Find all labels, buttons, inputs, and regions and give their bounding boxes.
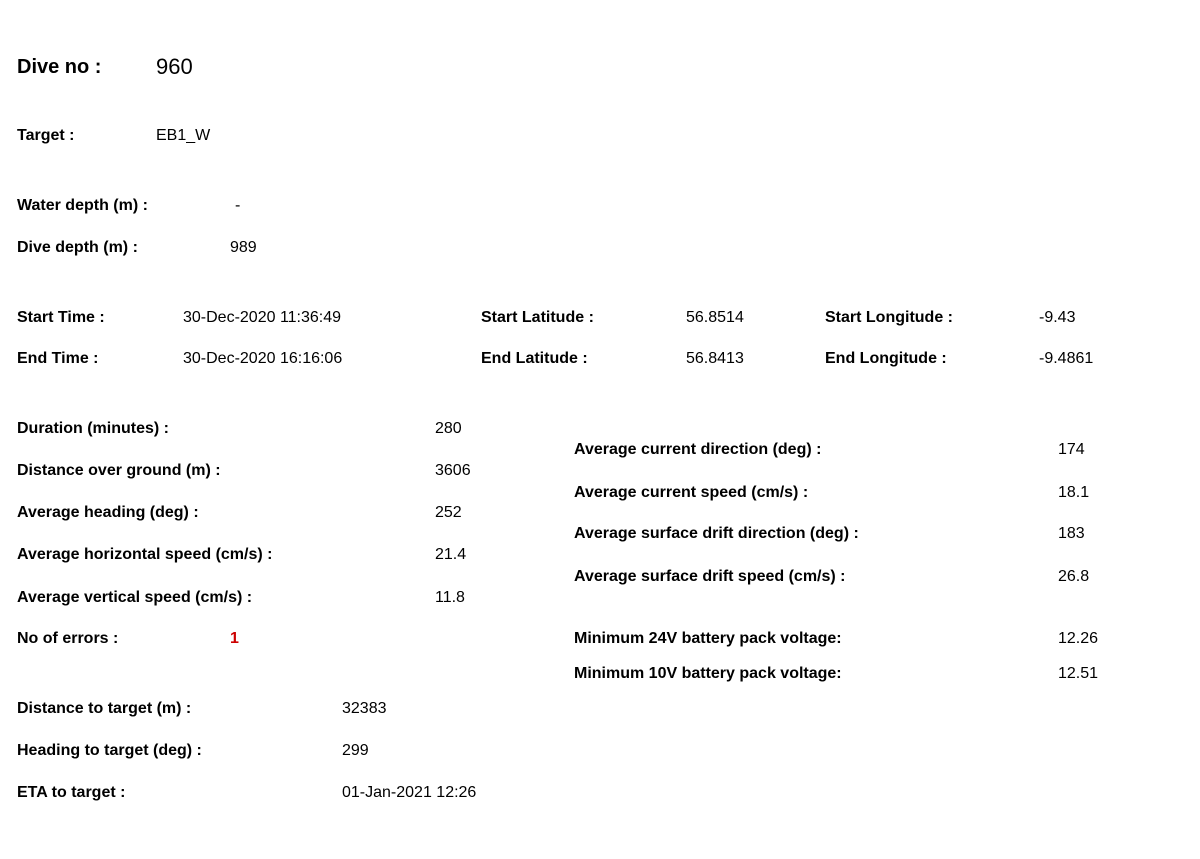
stat-value: 183 xyxy=(1058,525,1085,542)
errors-value: 1 xyxy=(230,630,239,647)
target-label: Target : xyxy=(17,127,75,144)
start-latitude-value: 56.8514 xyxy=(686,309,744,326)
stat-label: Average horizontal speed (cm/s) : xyxy=(17,546,273,563)
target-info-value: 01-Jan-2021 12:26 xyxy=(342,784,477,801)
stat-label: Average current speed (cm/s) : xyxy=(574,484,809,501)
end-latitude-value: 56.8413 xyxy=(686,350,744,367)
stat-value: 3606 xyxy=(435,462,471,479)
stat-label: Average current direction (deg) : xyxy=(574,441,822,458)
end-time-value: 30-Dec-2020 16:16:06 xyxy=(183,350,343,367)
stat-value: 26.8 xyxy=(1058,568,1090,585)
stat-label: Distance over ground (m) : xyxy=(17,462,221,479)
target-info-label: ETA to target : xyxy=(17,784,126,801)
start-longitude-value: -9.43 xyxy=(1039,309,1076,326)
dive-depth-value: 989 xyxy=(230,239,257,256)
water-depth-value: - xyxy=(235,197,241,214)
errors-label: No of errors : xyxy=(17,630,119,647)
end-latitude-label: End Latitude : xyxy=(481,350,588,367)
battery-value: 12.51 xyxy=(1058,665,1099,682)
stat-value: 21.4 xyxy=(435,546,467,563)
stat-label: Average surface drift direction (deg) : xyxy=(574,525,859,542)
target-value: EB1_W xyxy=(156,127,211,144)
battery-label: Minimum 10V battery pack voltage: xyxy=(574,665,842,682)
battery-value: 12.26 xyxy=(1058,630,1099,647)
stat-label: Duration (minutes) : xyxy=(17,420,169,437)
stat-value: 280 xyxy=(435,420,462,437)
battery-label: Minimum 24V battery pack voltage: xyxy=(574,630,842,647)
stat-value: 252 xyxy=(435,504,462,521)
target-info-value: 299 xyxy=(342,742,369,759)
start-time-label: Start Time : xyxy=(17,309,105,326)
target-info-label: Distance to target (m) : xyxy=(17,700,192,717)
dive-number-value: 960 xyxy=(156,54,193,79)
end-longitude-value: -9.4861 xyxy=(1039,350,1094,367)
stat-value: 11.8 xyxy=(435,589,465,606)
target-info-label: Heading to target (deg) : xyxy=(17,742,202,759)
stat-label: Average vertical speed (cm/s) : xyxy=(17,589,253,606)
start-time-value: 30-Dec-2020 11:36:49 xyxy=(183,309,342,326)
dive-depth-label: Dive depth (m) : xyxy=(17,239,138,256)
stat-label: Average heading (deg) : xyxy=(17,504,199,521)
target-info-value: 32383 xyxy=(342,700,387,717)
start-longitude-label: Start Longitude : xyxy=(825,309,953,326)
stat-label: Average surface drift speed (cm/s) : xyxy=(574,568,846,585)
start-latitude-label: Start Latitude : xyxy=(481,309,594,326)
stat-value: 174 xyxy=(1058,441,1085,458)
end-longitude-label: End Longitude : xyxy=(825,350,947,367)
dive-number-label: Dive no : xyxy=(17,56,102,78)
stat-value: 18.1 xyxy=(1058,484,1090,501)
end-time-label: End Time : xyxy=(17,350,99,367)
water-depth-label: Water depth (m) : xyxy=(17,197,148,214)
